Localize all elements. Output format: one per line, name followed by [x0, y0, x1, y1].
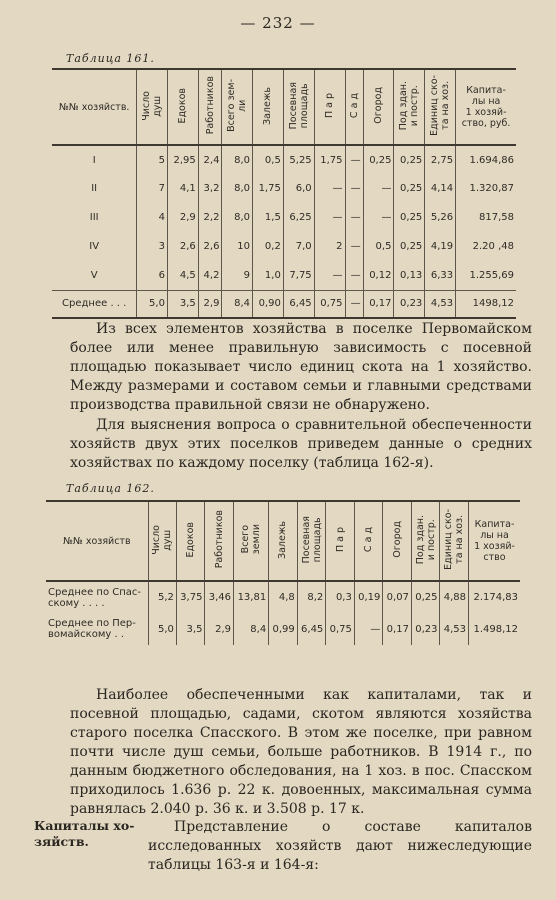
table-row	[52, 145, 516, 174]
table-cell: 1.255,69	[456, 261, 516, 290]
column-header	[283, 69, 314, 145]
table-cell: 0,12	[363, 261, 394, 290]
table-cell: 0,25	[394, 174, 425, 203]
table-cell: 0,17	[383, 613, 412, 645]
table-cell: 2,4	[198, 145, 222, 174]
summary-cell: 3,5	[167, 290, 198, 318]
column-header-label: Всего зем- ли	[226, 79, 249, 132]
table-cell: 0,25	[363, 145, 394, 174]
table-cell: 0,23	[411, 613, 440, 645]
table-cell: —	[363, 203, 394, 232]
column-header-label: Залежь	[277, 520, 289, 559]
column-header	[411, 501, 440, 581]
table-row	[52, 261, 516, 290]
table-cell: 5,26	[425, 203, 456, 232]
table-cell: Среднее по Спас- скому . . . .	[48, 586, 142, 609]
summary-cell: 6,45	[283, 290, 314, 318]
column-header-label: Под здан. и постр.	[414, 514, 437, 565]
table-cell: 8,4	[233, 613, 268, 645]
summary-cell: 8,4	[222, 290, 253, 318]
table-cell: 0,3	[326, 581, 355, 613]
table-row	[52, 203, 516, 232]
column-header-label: Работников	[204, 76, 216, 135]
table-cell: 4,2	[198, 261, 222, 290]
table-162	[46, 500, 520, 645]
table-cell: 1.694,86	[456, 145, 516, 174]
column-header-label: Капита- лы на 1 хозяй- ство, руб.	[461, 85, 511, 129]
table-cell: 4,8	[269, 581, 298, 613]
table-cell: 4,53	[440, 613, 469, 645]
table-cell: 5	[137, 145, 168, 174]
table-cell: 0,25	[411, 581, 440, 613]
table-cell: 0,75	[326, 613, 355, 645]
paragraph-1: Из всех элементов хозяйства в поселке Первомайском более или менее правильную зависимость с посевной площадью показывает число единиц скота на 1 хозяйство. Между размерами и составом семьи и главными средствами производства правильной связи не обнаружено.	[70, 321, 532, 413]
table-cell: 6,0	[283, 174, 314, 203]
column-header	[205, 501, 234, 581]
column-header	[314, 69, 345, 145]
table-row	[46, 613, 520, 645]
page-number: — 232 —	[240, 14, 316, 32]
column-header-label: П а р	[334, 526, 346, 553]
table-cell: 1,75	[314, 145, 345, 174]
table-cell: 0,99	[269, 613, 298, 645]
column-header-label: С а д	[363, 526, 375, 553]
table-cell: 9	[222, 261, 253, 290]
column-header-label: Всего земли	[240, 524, 263, 555]
column-header-label: Залежь	[262, 86, 274, 125]
table-cell: 0,2	[252, 232, 283, 261]
column-header-label: Огород	[373, 87, 385, 124]
table-cell: 817,58	[456, 203, 516, 232]
column-header	[469, 501, 520, 581]
column-header	[269, 501, 298, 581]
table-cell: 4,14	[425, 174, 456, 203]
table-cell: 1,75	[252, 174, 283, 203]
column-header	[176, 501, 205, 581]
table-cell: 2	[314, 232, 345, 261]
table-cell: 2,9	[167, 203, 198, 232]
table-161-caption: Таблица 161.	[66, 52, 155, 65]
table-cell: 4,19	[425, 232, 456, 261]
table-cell: 3,2	[198, 174, 222, 203]
column-header	[354, 501, 383, 581]
table-cell: —	[314, 174, 345, 203]
column-header	[252, 69, 283, 145]
table-cell: IV	[89, 241, 100, 252]
table-cell: —	[363, 174, 394, 203]
column-header-label: №№ хозяйств.	[58, 101, 130, 113]
table-cell: 2,6	[167, 232, 198, 261]
column-header-label: Число душ	[141, 90, 164, 121]
table-cell: 2,75	[425, 145, 456, 174]
column-header	[363, 69, 394, 145]
column-header-label: Огород	[391, 521, 403, 558]
summary-cell: 0,75	[314, 290, 345, 318]
table-cell: —	[314, 261, 345, 290]
column-header-label: Единиц ско- та на хоз.	[429, 75, 452, 136]
table-cell: 8,0	[222, 174, 253, 203]
table-cell: 5,0	[148, 613, 176, 645]
column-header	[383, 501, 412, 581]
summary-cell: 2,9	[198, 290, 222, 318]
column-header-label: Едоков	[185, 521, 197, 558]
table-cell: —	[354, 613, 383, 645]
table-cell: 1,5	[252, 203, 283, 232]
table-cell: 1.498,12	[469, 613, 520, 645]
table-cell: 0,25	[394, 232, 425, 261]
column-header	[52, 69, 137, 145]
table-cell: 0,19	[354, 581, 383, 613]
table-cell: Среднее по Пер- вомайскому . .	[48, 618, 136, 640]
column-header	[167, 69, 198, 145]
table-cell: 0,5	[252, 145, 283, 174]
column-header-label: С а д	[348, 92, 360, 119]
column-header	[233, 501, 268, 581]
table-cell: 4	[137, 203, 168, 232]
table-cell: 5,2	[148, 581, 176, 613]
column-header	[326, 501, 355, 581]
column-header	[394, 69, 425, 145]
column-header-label: Единиц ско- та на хоз.	[443, 509, 466, 570]
column-header	[297, 501, 326, 581]
table-cell: 7,75	[283, 261, 314, 290]
paragraph-4: Представление о составе капиталов исследованных хозяйств дают нижеследующие таблицы 163-я и 164-я:	[148, 819, 532, 873]
column-header	[425, 69, 456, 145]
table-cell: 2,9	[205, 613, 234, 645]
summary-row	[52, 290, 516, 318]
table-162-caption: Таблица 162.	[66, 482, 155, 495]
table-cell: 6,45	[297, 613, 326, 645]
column-header	[222, 69, 253, 145]
table-cell: 6,25	[283, 203, 314, 232]
column-header	[345, 69, 363, 145]
table-cell: 10	[222, 232, 253, 261]
table-cell: 3,46	[205, 581, 234, 613]
table-cell: 0,5	[363, 232, 394, 261]
table-cell: —	[345, 174, 363, 203]
table-cell: 8,0	[222, 203, 253, 232]
column-header-label: Едоков	[177, 87, 189, 124]
table-cell: 8,0	[222, 145, 253, 174]
column-header	[440, 501, 469, 581]
table-cell: 2,95	[167, 145, 198, 174]
table-cell: 0,25	[394, 203, 425, 232]
summary-cell: —	[345, 290, 363, 318]
column-header-label: Капита- лы на 1 хозяй- ство	[474, 519, 515, 563]
table-cell: 1.320,87	[456, 174, 516, 203]
table-row	[52, 232, 516, 261]
summary-cell: 1498,12	[456, 290, 516, 318]
summary-cell: 5,0	[137, 290, 168, 318]
table-cell: 13,81	[233, 581, 268, 613]
summary-cell: 4,53	[425, 290, 456, 318]
table-cell: 1,0	[252, 261, 283, 290]
summary-cell: Среднее . . .	[62, 298, 127, 310]
table-cell: 2.174,83	[469, 581, 520, 613]
table-row	[52, 174, 516, 203]
table-cell: 6,33	[425, 261, 456, 290]
column-header-label: Посевная площадь	[287, 81, 310, 130]
column-header-label: Число душ	[151, 524, 174, 555]
table-cell: I	[92, 154, 96, 166]
column-header-label: Посевная площадь	[300, 515, 323, 564]
table-161	[52, 68, 516, 319]
table-cell: —	[314, 203, 345, 232]
table-cell: 2,2	[198, 203, 222, 232]
summary-cell: 0,17	[363, 290, 394, 318]
table-cell: 0,13	[394, 261, 425, 290]
table-cell: 3,5	[176, 613, 205, 645]
side-heading: Капиталы хо- зяйств.	[34, 818, 135, 849]
table-cell: 5,25	[283, 145, 314, 174]
column-header	[148, 501, 176, 581]
summary-cell: 0,23	[394, 290, 425, 318]
table-cell: 4,1	[167, 174, 198, 203]
table-cell: 8,2	[297, 581, 326, 613]
table-cell: III	[89, 212, 99, 223]
summary-cell: 0,90	[252, 290, 283, 318]
table-cell: 4,5	[167, 261, 198, 290]
column-header-label: Работников	[213, 510, 225, 569]
paragraph-2: Для выяснения вопроса о сравнительной обеспеченности хозяйств двух этих поселков приведем данные о средних хозяйствах по каждому поселку (таблица 162-я).	[70, 417, 532, 471]
table-cell: —	[345, 203, 363, 232]
table-cell: —	[345, 145, 363, 174]
column-header-label: №№ хозяйств	[63, 535, 131, 547]
table-cell: 0,07	[383, 581, 412, 613]
column-header	[456, 69, 516, 145]
table-cell: 6	[137, 261, 168, 290]
table-cell: —	[345, 232, 363, 261]
column-header	[137, 69, 168, 145]
table-cell: —	[345, 261, 363, 290]
table-cell: II	[91, 183, 98, 194]
table-cell: 3	[137, 232, 168, 261]
table-cell: 2,6	[198, 232, 222, 261]
table-cell: 7,0	[283, 232, 314, 261]
table-cell: 4,88	[440, 581, 469, 613]
table-row	[46, 581, 520, 613]
paragraph-3: Наиболее обеспеченными как капиталами, так и посевной площадью, садами, скотом являются хозяйства старого поселка Спасского. В этом же поселке, при равном почти числе душ семьи, больше работников. В 1914 г., по данным бюджетного обследования, на 1 хоз. в пос. Спасском приходилось 1.636 р. 22 к. довоенных, максимальная сумма равнялась 2.040 р. 36 к. и 3.508 р. 17 к.	[70, 687, 532, 817]
table-cell: 3,75	[176, 581, 205, 613]
table-cell: V	[90, 269, 98, 281]
column-header-label: П а р	[324, 92, 336, 119]
table-cell: 2.20 ,48	[456, 232, 516, 261]
table-cell: 7	[137, 174, 168, 203]
column-header	[198, 69, 222, 145]
column-header-label: Под здан. и постр.	[398, 80, 421, 131]
column-header	[46, 501, 148, 581]
table-cell: 0,25	[394, 145, 425, 174]
